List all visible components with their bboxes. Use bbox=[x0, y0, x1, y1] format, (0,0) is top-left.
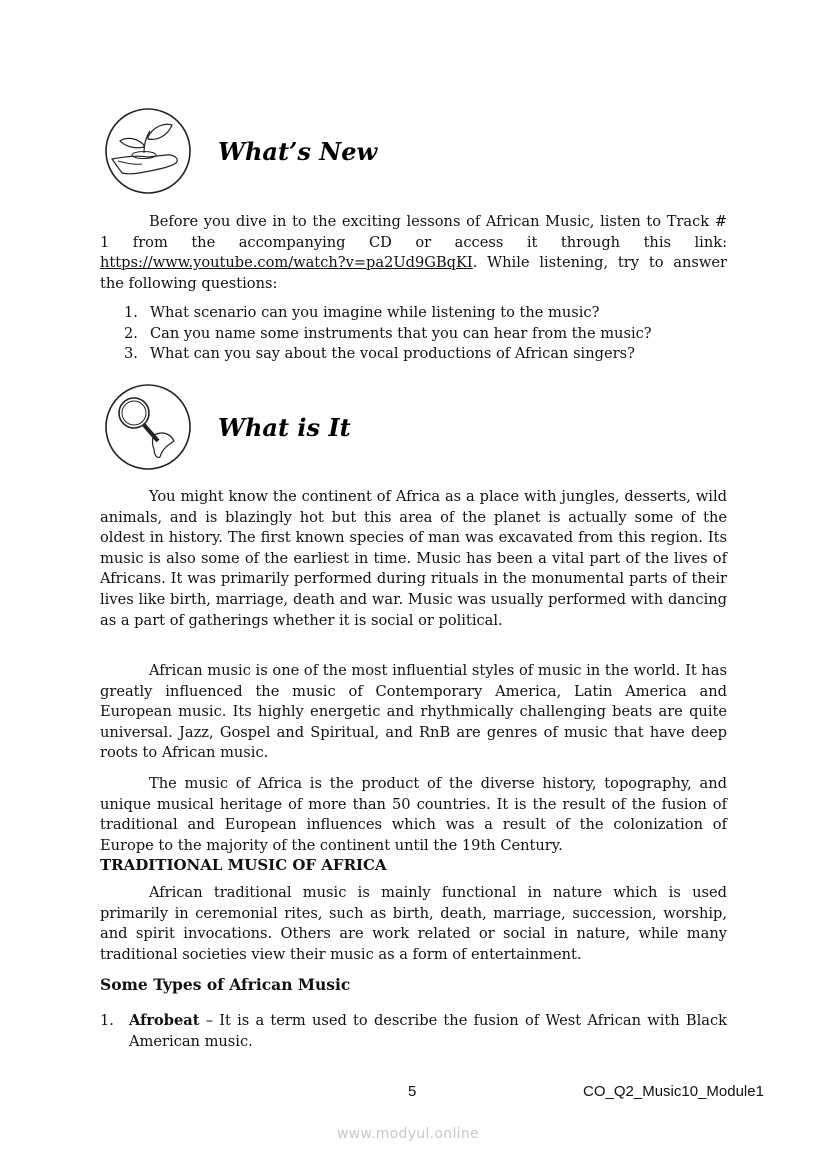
paragraph: You might know the continent of Africa as a place with jungles, desserts, wild animals, and is blazingly hot but this area of the planet is actually some of the oldest in history. The first known species of man was excavated from this region. Its music is also some of the earliest in time. Music has been a vital part of the lives of Africans. It was primarily performed during rituals in the monumental parts of their lives like birth, marriage, death and war. Music was usually performed with dancing as a part of gatherings whether it is social or political. bbox=[100, 488, 727, 629]
page-number: 5 bbox=[408, 1083, 417, 1100]
module-code: CO_Q2_Music10_Module1 bbox=[583, 1083, 764, 1100]
youtube-link[interactable]: https://www.youtube.com/watch?v=pa2Ud9GBqKI bbox=[100, 254, 473, 272]
question-text: What can you say about the vocal productions of African singers? bbox=[150, 345, 635, 363]
question-text: Can you name some instruments that you can hear from the music? bbox=[150, 324, 652, 342]
question-number: 3. bbox=[124, 345, 138, 363]
paragraph: African traditional music is mainly functional in nature which is used primarily in ceremonial rites, such as birth, death, marriage, succession, worship, and spirit invocations. Others are work related or social in nature, while many traditional societies view their music as a form of entertainment. bbox=[100, 884, 727, 963]
music-types-list bbox=[100, 1011, 727, 1052]
question-number: 2. bbox=[124, 324, 138, 342]
list-item bbox=[124, 303, 724, 324]
question-number: 1. bbox=[124, 304, 138, 321]
section-title-whats-new: What’s New bbox=[218, 136, 378, 166]
heading-types-of-music: Some Types of African Music bbox=[100, 975, 351, 994]
intro-text: Before you dive in to the exciting lessons of African Music, listen to Track # 1 from the accompanying CD or access it through this link: bbox=[100, 213, 727, 251]
what-is-it-header bbox=[104, 383, 351, 471]
list-item bbox=[100, 1011, 727, 1052]
seedling-in-hand-icon bbox=[104, 107, 192, 195]
watermark: www.modyul.online bbox=[337, 1126, 479, 1142]
section-title-what-is-it: What is It bbox=[218, 412, 351, 442]
paragraph: The music of Africa is the product of the diverse history, topography, and unique musical heritage of more than 50 countries. It is the result of the fusion of traditional and European influences which was a result of the colonization of Europe to the majority of the continent until the 19th Century. bbox=[100, 775, 727, 854]
paragraph: African music is one of the most influential styles of music in the world. It has greatly influenced the music of Contemporary America, Latin America and European music. Its highly energetic and rhythmically challenging beats are quite universal. Jazz, Gospel and Spiritual, and RnB are genres of music that have deep roots to African music. bbox=[100, 662, 727, 762]
whats-new-intro bbox=[100, 212, 727, 294]
item-body bbox=[129, 1011, 727, 1052]
magnifying-glass-icon bbox=[104, 383, 192, 471]
heading-traditional-music: TRADITIONAL MUSIC OF AFRICA bbox=[100, 856, 387, 874]
intro-text-end: . While listening, try to answer the following questions: bbox=[100, 254, 727, 292]
list-item bbox=[124, 324, 724, 345]
item-term: Afrobeat bbox=[129, 1012, 200, 1029]
question-list bbox=[124, 303, 724, 365]
list-item bbox=[124, 344, 724, 365]
item-description: – It is a term used to describe the fusion of West African with Black American music. bbox=[129, 1012, 727, 1050]
question-text: What scenario can you imagine while listening to the music? bbox=[150, 304, 600, 321]
whats-new-header bbox=[104, 107, 377, 195]
item-number: 1. bbox=[100, 1012, 114, 1029]
